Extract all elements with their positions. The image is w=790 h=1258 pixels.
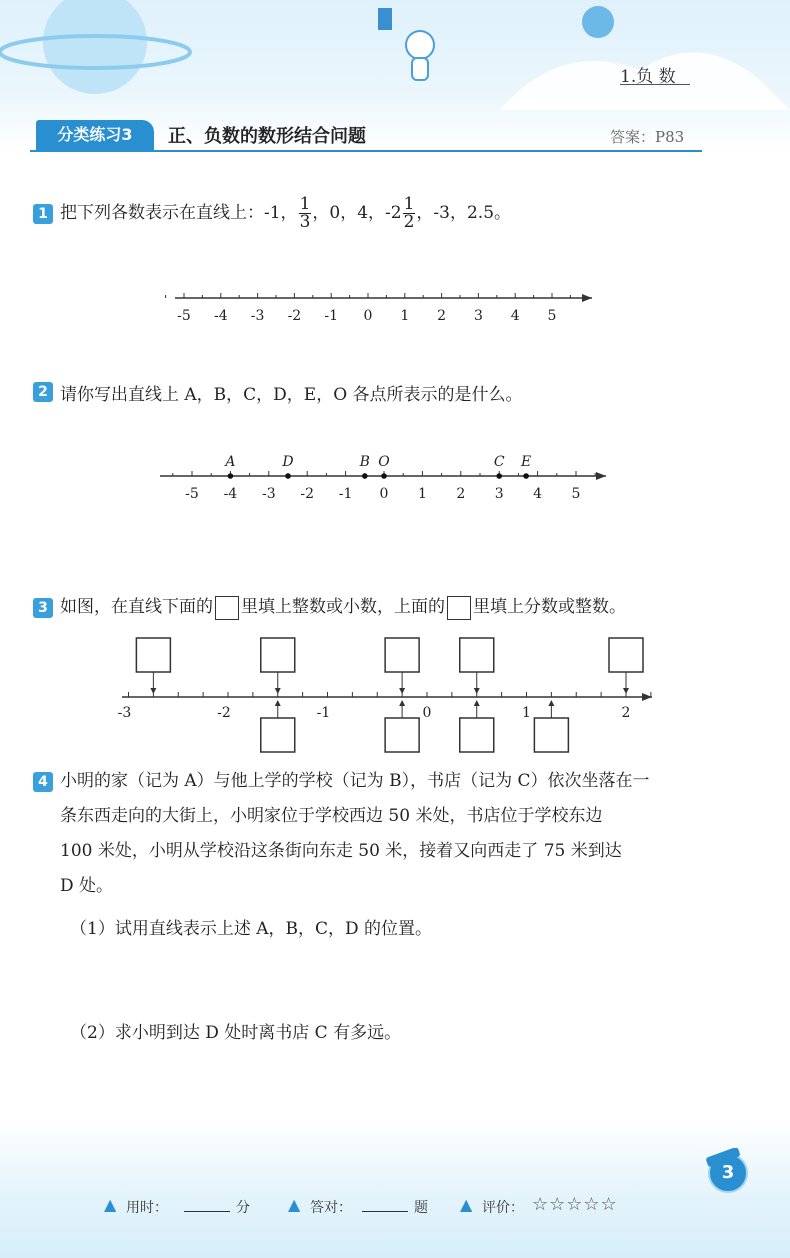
q4-line-2: 条东西走向的大街上，小明家位于学校西边 50 米处，书店位于学校东边 (60, 806, 603, 826)
answer-box-top[interactable] (609, 638, 643, 672)
time-blank[interactable] (184, 1197, 230, 1212)
question-4-number: 4 (33, 772, 53, 792)
question-3-number: 3 (33, 598, 53, 618)
telescope-icon (688, 1148, 748, 1188)
time-unit: 分 (236, 1200, 250, 1216)
arrow-up-icon (275, 700, 281, 706)
rocket-icon: ▲ (460, 1195, 473, 1214)
tick-label: 0 (422, 705, 432, 721)
tick-label: 1 (417, 486, 427, 502)
tick-label: 1 (522, 705, 531, 721)
arrow-up-icon (399, 700, 405, 706)
section-badge: 分类练习3 (36, 120, 154, 150)
point-a (228, 473, 234, 479)
answer-box-top[interactable] (136, 638, 170, 672)
axis-arrow-icon (596, 472, 606, 480)
tick-label: -4 (223, 486, 238, 502)
answer-reference: 答案：P83 (610, 128, 685, 146)
answer-box-top[interactable] (385, 638, 419, 672)
question-3-text (60, 592, 626, 620)
planet-icon (43, 0, 147, 94)
frac1-denominator: 3 (299, 212, 311, 232)
question-2-text: 请你写出直线上 A，B，C，D，E，O 各点所表示的是什么。 (60, 385, 523, 405)
q4-line-3: 100 米处，小明从学校沿这条街向东走 50 米，接着又向西走了 75 米到达 (60, 841, 622, 861)
tick-label: 0 (363, 308, 373, 324)
tick-label: 2 (437, 308, 447, 324)
tick-label: -2 (300, 486, 315, 502)
tick-label: -1 (316, 705, 331, 721)
q1-text-mid: ，0，4，-2 (312, 203, 402, 223)
tick-label: -3 (250, 308, 265, 324)
inline-box-icon (447, 596, 471, 620)
time-label: 用时： (126, 1200, 168, 1216)
point-label-c: C (493, 454, 505, 470)
point-d (285, 473, 291, 479)
q4-subquestion-2: （2）求小明到达 D 处时离书店 C 有多远。 (70, 1023, 402, 1043)
point-label-d: D (282, 454, 294, 470)
q4-subquestion-1: （1）试用直线表示上述 A，B，C，D 的位置。 (70, 919, 433, 939)
tick-label: 5 (547, 308, 557, 324)
question-4-text (60, 764, 700, 904)
rocket-icon: ▲ (104, 1195, 117, 1214)
tick-label: 5 (571, 486, 581, 502)
tick-label: 2 (456, 486, 466, 502)
arrow-down-icon (399, 688, 405, 694)
tick-label: 4 (510, 308, 520, 324)
tick-label: 3 (473, 308, 483, 324)
frac1-numerator: 1 (299, 194, 311, 214)
number-line-2 (0, 448, 790, 508)
header-divider (30, 150, 702, 152)
point-o (381, 473, 387, 479)
question-1-number: 1 (33, 204, 53, 224)
q1-text-before: 把下列各数表示在直线上：-1， (60, 203, 298, 223)
tick-label: -3 (117, 705, 132, 721)
inline-box-icon (215, 596, 239, 620)
arrow-up-icon (474, 700, 480, 706)
rocket-icon: ▲ (288, 1195, 301, 1214)
number-line-3[interactable] (0, 630, 790, 760)
small-planet-icon (582, 6, 614, 38)
arrow-down-icon (275, 688, 281, 694)
arrow-up-icon (548, 700, 554, 706)
q3-text-c: 里填上分数或整数。 (473, 597, 626, 617)
fraction-one-third (299, 196, 312, 231)
point-b (362, 473, 368, 479)
q3-text-b: 里填上整数或小数，上面的 (241, 597, 445, 617)
q4-answer-area-1[interactable] (70, 945, 690, 1005)
answer-box-bottom[interactable] (460, 718, 494, 752)
arrow-down-icon (150, 688, 156, 694)
answer-box-bottom[interactable] (534, 718, 568, 752)
frac2-numerator: 1 (403, 194, 415, 214)
q4-line-1: 小明的家（记为 A）与他上学的学校（记为 B），书店（记为 C）依次坐落在一 (60, 771, 650, 791)
section-title: 正、负数的数形结合问题 (168, 126, 366, 147)
point-label-o: O (378, 454, 390, 470)
correct-blank[interactable] (362, 1197, 408, 1212)
tick-label: -1 (338, 486, 353, 502)
arrow-down-icon (623, 688, 629, 694)
point-e (523, 473, 529, 479)
tick-label: 2 (621, 705, 631, 721)
chapter-label: 1.负 数 (620, 67, 676, 87)
answer-box-bottom[interactable] (261, 718, 295, 752)
header-illustration (0, 0, 790, 110)
point-c (496, 473, 502, 479)
question-1-text (60, 196, 511, 231)
tick-label: 3 (494, 486, 504, 502)
chapter-underline (620, 84, 690, 85)
q3-text-a: 如图，在直线下面的 (60, 597, 213, 617)
footer-bar (0, 1185, 790, 1225)
answer-box-bottom[interactable] (385, 718, 419, 752)
axis-arrow-icon (582, 294, 592, 302)
tick-label: 0 (379, 486, 389, 502)
tick-label: 4 (533, 486, 543, 502)
page-number: 3 (708, 1153, 748, 1193)
eval-label: 评价： (482, 1200, 524, 1216)
answer-box-top[interactable] (261, 638, 295, 672)
question-2-number: 2 (33, 382, 53, 402)
point-label-b: B (359, 454, 370, 470)
answer-box-top[interactable] (460, 638, 494, 672)
tick-label: -4 (213, 308, 228, 324)
number-line-1[interactable] (0, 280, 790, 330)
rating-stars[interactable]: ☆☆☆☆☆ (532, 1194, 618, 1215)
frac2-denominator: 2 (403, 212, 415, 232)
q4-line-4: D 处。 (60, 876, 114, 896)
tick-label: -1 (324, 308, 339, 324)
point-label-e: E (520, 454, 532, 470)
tick-label: -2 (287, 308, 302, 324)
q1-text-after: ，-3，2.5。 (416, 203, 512, 223)
tick-label: -5 (185, 486, 199, 502)
astronaut-icon (378, 8, 434, 80)
point-label-a: A (225, 454, 236, 470)
tick-label: 1 (400, 308, 410, 324)
correct-label: 答对： (310, 1200, 352, 1216)
q4-answer-area-2[interactable] (70, 1050, 690, 1140)
correct-unit: 题 (414, 1200, 428, 1216)
tick-label: -2 (217, 705, 231, 721)
tick-label: -5 (177, 308, 191, 324)
fraction-one-half (403, 196, 416, 231)
tick-label: -3 (261, 486, 276, 502)
arrow-down-icon (474, 688, 480, 694)
